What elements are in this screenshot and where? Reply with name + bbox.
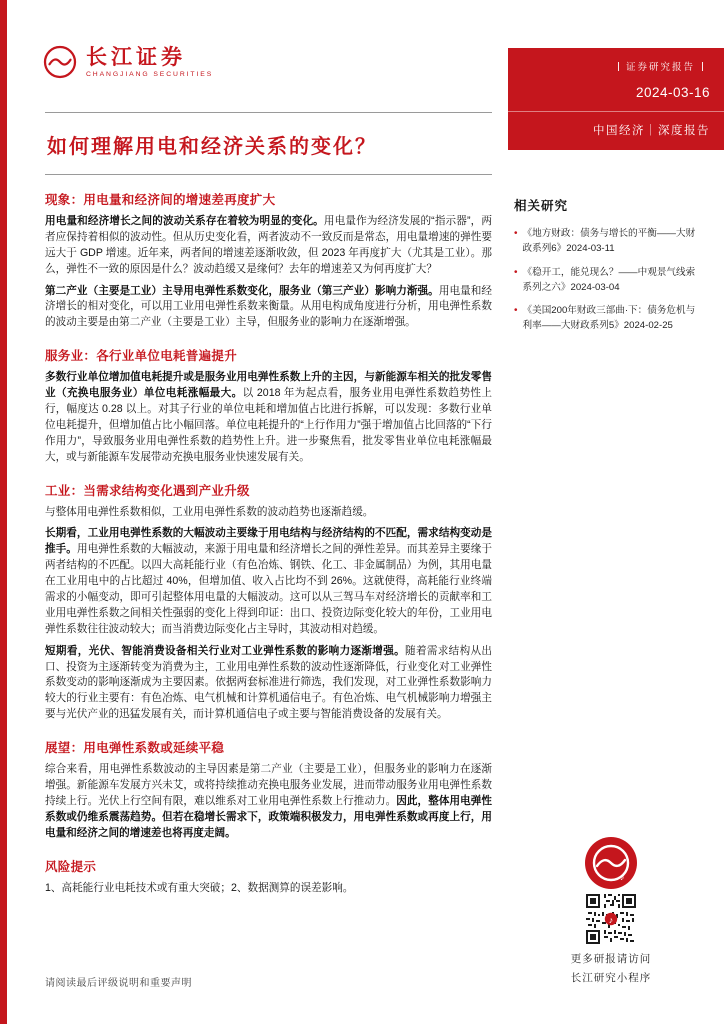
left-accent-strip — [0, 0, 7, 1024]
paragraph: 与整体用电弹性系数相似，工业用电弹性系数的波动趋势也逐渐趋缓。 — [45, 505, 374, 518]
report-type-row — [522, 59, 710, 73]
brand-text — [86, 46, 213, 78]
bullet-icon: • — [514, 305, 518, 317]
related-item[interactable] — [514, 266, 698, 296]
changjiang-logo-icon — [42, 44, 78, 80]
related-item-label: 《稳开工，能兑现么？——中观景气线索系列之六》2024-03-04 — [522, 266, 696, 293]
section-heading: 服务业：各行业单位电耗普遍提升 — [45, 349, 238, 364]
vertical-bar-icon — [618, 62, 619, 71]
section-phenomenon — [45, 190, 492, 331]
report-type: 证券研究报告 — [625, 62, 695, 73]
section-outlook — [45, 738, 492, 841]
brand-name-en: CHANGJIANG SECURITIES — [86, 71, 214, 79]
qr-caption: 长江研究小程序 — [570, 971, 652, 984]
brand-name: 长江证券 — [86, 44, 186, 69]
qr-code — [586, 894, 636, 944]
section-heading: 工业：当需求结构变化遇到产业升级 — [45, 483, 250, 498]
related-item-label: 《地方财政：债务与增长的平衡——大财政系列6》2024-03-11 — [522, 228, 696, 254]
brand-header — [42, 44, 213, 80]
vertical-bar-icon — [702, 62, 703, 71]
paragraph: 综合来看，用电弹性系数波动的主导因素是第二产业（主要是工业），但服务业的影响力在逐渐增强。新能源车发展方兴未艾，或将持续推动充换电服务业发展，进而带动服务业用电弹性系数持续上行。光伏上行空间有限，难以维系对工业用电弹性系数上行推动力。因此，整体用电弹性系数或仍维系震荡趋势。但若在稳增长需求下，政策端积极发力，用电弹性系数或再度上行，用电量和经济之间的增速差也将再度走阔。 — [45, 763, 493, 839]
svg-text:♪: ♪ — [608, 914, 614, 925]
section-services — [45, 346, 492, 465]
bullet-icon: • — [514, 266, 518, 278]
section-heading: 风险提示 — [45, 859, 97, 874]
paragraph: 第二产业（主要是工业）主导用电弹性系数变化，服务业（第三产业）影响力渐强。用电量和经济增长的相对变化，可以用工业用电弹性系数来衡量。从用电构成角度进行分析，用电弹性系数的波动主要是由第二产业（主要是工业）主导，但服务业的影响力在逐渐增强。 — [45, 284, 492, 329]
changjiang-badge-icon — [584, 836, 638, 890]
related-item[interactable] — [514, 304, 698, 334]
content-columns — [45, 112, 698, 897]
paragraph: 用电量和经济增长之间的波动关系存在着较为明显的变化。用电量作为经济发展的“指示器”，两者应保持着相似的波动性。但从历史变化看，两者波动不一致反而是常态，用电量增速的弹性要远大于 GDP 增速。近年来，两者间的增速差逐渐收敛，但 2023 年再度扩大（尤其是工业）。那么，弹性不一致的原因是什么？波动趋缓又是缘何？去年的增速差又为何再度扩大？ — [45, 215, 492, 275]
bullet-icon: • — [514, 228, 518, 239]
related-research-list — [514, 227, 698, 334]
section-heading: 现象：用电量和经济间的增速差再度扩大 — [45, 193, 276, 207]
report-category: 中国经济｜深度报告 — [593, 125, 710, 137]
section-heading: 展望：用电弹性系数或延续平稳 — [45, 741, 225, 756]
paragraph: 长期看，工业用电弹性系数的大幅波动主要缘于用电结构与经济结构的不匹配，需求结构变动是推手。用电弹性系数的大幅波动，来源于用电量和经济增长之间的弹性差异。而其差异主要缘于两者结构的不匹配。以四大高耗能行业（有色冶炼、钢铁、化工、非金属制品）为例，其用电量在工业用电中的占比超过 40%，但增加值、收入占比均不到 26%。这就使得，高耗能行业终端需求的小幅变动，即可引起整体用电量的大幅波动。这可以从三驾马车对经济增长的贡献率和工业用电弹性系数之间相关性强弱的变化上得到印证：出口、投资边际变化较大的年份，工业用电弹性系数往往波动较大；而当消费边际变化占主导时，其波动相对趋缓。 — [45, 527, 493, 635]
related-research-heading: 相关研究 — [514, 199, 569, 213]
svg-text:♪: ♪ — [620, 872, 625, 882]
title-block — [45, 112, 492, 175]
paragraph: 短期看，光伏、智能消费设备相关行业对工业弹性系数的影响力逐渐增强。随着需求结构从出口、投资为主逐渐转变为消费为主，工业用电弹性系数的波动性逐渐降低，行业变化对工业弹性系数变动的影响逐渐成为主要因素。依据两套标准进行筛选，我们发现，对工业弹性系数影响力较大的行业主要有：有色冶炼、电气机械和计算机通信电子。有色冶炼、电气机械影响力增强主要与光伏产业的迅猛发展有关，而计算机通信电子或主要与智能消费设备的发展有关。 — [45, 644, 493, 721]
report-date: 2024-03-16 — [635, 85, 710, 100]
qr-caption: 更多研报请访问 — [570, 953, 652, 965]
section-industry — [45, 481, 492, 724]
qr-panel — [536, 836, 686, 988]
related-item-label: 《美国200年财政三部曲·下：债务危机与利率——大财政系列5》2024-02-25 — [522, 305, 696, 332]
related-research-panel — [514, 112, 698, 897]
paragraph: 1、高耗能行业电耗技术或有重大突破；2、数据测算的误差影响。 — [45, 881, 354, 894]
paragraph: 多数行业单位增加值电耗提升或是服务业用电弹性系数上升的主因，与新能源车相关的批发零售业（充换电服务业）单位电耗涨幅最大。以 2018 年为起点看，服务业用电弹性系数趋势性上行，幅度达 0.28 以上。对其子行业的单位电耗和增加值占比进行拆解，可以发现：多数行业单位电耗提升，但增加值占比小幅回落。单位电耗提升的“上行作用力”强于增加值占比回落的“下行作用力”，导致服务业用电弹性系数的趋势性上升。进一步聚焦看，批发零售业单位电耗涨幅最大，或与新能源车发展带动充换电服务业快速发展有关。 — [45, 371, 493, 463]
related-item[interactable] — [514, 227, 698, 257]
section-risk — [45, 857, 492, 897]
report-title: 如何理解用电和经济关系的变化？ — [47, 136, 377, 158]
disclaimer: 请阅读最后评级说明和重要声明 — [45, 978, 192, 989]
report-body — [45, 112, 492, 897]
